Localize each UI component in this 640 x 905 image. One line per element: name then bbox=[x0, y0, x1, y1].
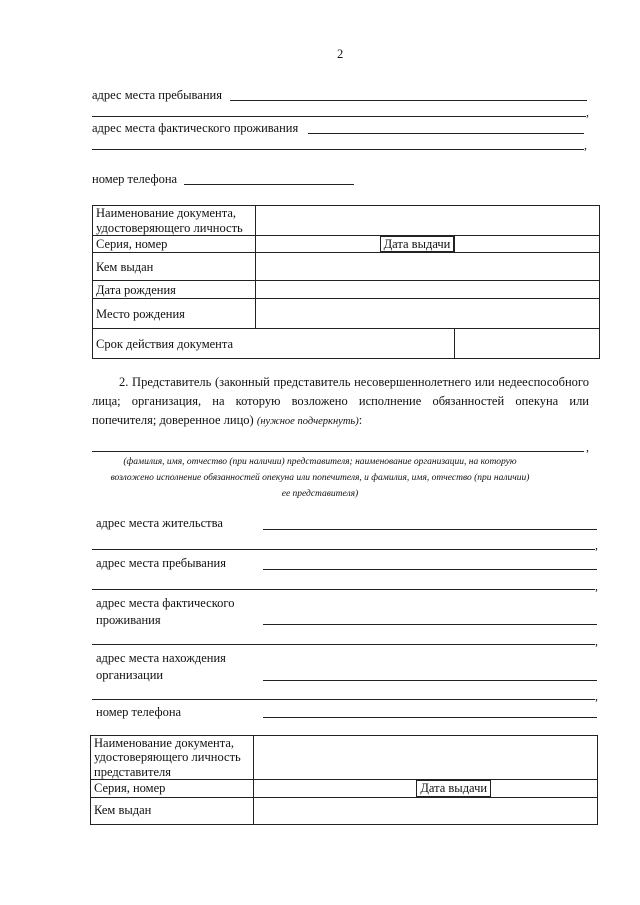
doc-name-label: Наименование документа, удостоверяющего личность bbox=[93, 206, 256, 236]
stay-label: адрес места пребывания bbox=[96, 556, 226, 570]
org-line-2[interactable] bbox=[92, 699, 595, 700]
residence-line-2[interactable] bbox=[92, 549, 595, 550]
comma: , bbox=[586, 440, 589, 454]
birth-date-label: Дата рождения bbox=[93, 281, 256, 299]
comma: , bbox=[586, 105, 589, 119]
section-number: 2. bbox=[119, 375, 129, 389]
representative-name-line[interactable] bbox=[92, 451, 584, 452]
rep-issue-date-label: Дата выдачи bbox=[417, 780, 491, 796]
intro-note: (нужное подчеркнуть) bbox=[256, 416, 359, 427]
intro-colon: : bbox=[358, 413, 363, 427]
rep-issued-by-label: Кем выдан bbox=[91, 797, 254, 824]
stay-address-line-2[interactable] bbox=[92, 116, 586, 117]
org-label-2: организации bbox=[96, 668, 164, 682]
intro-text: Представитель (законный представитель несовершеннолетнего или недееспособного лица; организация, на которую возложено исполнение обязанностей опекуна или попечителя; доверенное лицо) bbox=[92, 375, 589, 427]
rep-phone-label: номер телефона bbox=[96, 705, 182, 719]
rep-issued-by-field[interactable] bbox=[253, 797, 597, 824]
actual-line-2[interactable] bbox=[92, 644, 595, 645]
series-label: Серия, номер bbox=[93, 236, 256, 253]
issue-date-field[interactable] bbox=[455, 236, 600, 253]
org-label-1: адрес места нахождения bbox=[96, 651, 226, 665]
comma: , bbox=[595, 634, 598, 648]
doc-name-field[interactable] bbox=[255, 206, 599, 236]
page-number: 2 bbox=[337, 47, 344, 61]
comma: , bbox=[595, 689, 598, 703]
org-line[interactable] bbox=[263, 680, 597, 681]
residence-label: адрес места жительства bbox=[96, 516, 223, 530]
actual-address-line[interactable] bbox=[308, 133, 584, 134]
rep-issue-date-cell[interactable] bbox=[417, 780, 598, 797]
stay-address-label: адрес места пребывания bbox=[92, 88, 222, 102]
birth-date-field[interactable] bbox=[255, 281, 599, 299]
comma: , bbox=[584, 138, 587, 152]
actual-label-2: проживания bbox=[96, 613, 161, 627]
caption-line-1: (фамилия, имя, отчество (при наличии) представителя; наименование организации, на которую bbox=[123, 457, 517, 467]
issued-by-field[interactable] bbox=[255, 253, 599, 281]
caption-line-3: ее представителя) bbox=[281, 489, 359, 499]
stay-line[interactable] bbox=[263, 569, 597, 570]
caption-line-2: возложено исполнение обязанностей опекуна или попечителя, и фамилия, имя, отчество (при наличии) bbox=[110, 473, 530, 483]
actual-line[interactable] bbox=[263, 624, 597, 625]
rep-series-label: Серия, номер bbox=[91, 780, 254, 797]
rep-doc-name-field[interactable] bbox=[253, 736, 597, 780]
rep-phone-line[interactable] bbox=[263, 717, 597, 718]
comma: , bbox=[595, 538, 598, 552]
residence-line[interactable] bbox=[263, 529, 597, 530]
representative-intro bbox=[92, 373, 589, 431]
stay-address-line[interactable] bbox=[230, 100, 587, 101]
issued-by-label: Кем выдан bbox=[93, 253, 256, 281]
actual-address-line-2[interactable] bbox=[92, 149, 584, 150]
stay-line-2[interactable] bbox=[92, 589, 595, 590]
rep-doc-name-label: Наименование документа, удостоверяющего личность представителя bbox=[91, 736, 254, 780]
validity-field[interactable] bbox=[455, 329, 600, 359]
issue-date-label: Дата выдачи bbox=[380, 236, 455, 252]
actual-label-1: адрес места фактического bbox=[96, 596, 235, 610]
birth-place-label: Место рождения bbox=[93, 299, 256, 329]
phone-label: номер телефона bbox=[92, 172, 178, 186]
identity-document-table bbox=[92, 205, 600, 359]
actual-address-label: адрес места фактического проживания bbox=[92, 121, 299, 135]
validity-label: Срок действия документа bbox=[93, 329, 455, 359]
series-field[interactable] bbox=[255, 236, 455, 253]
birth-place-field[interactable] bbox=[255, 299, 599, 329]
phone-line[interactable] bbox=[184, 184, 354, 185]
comma: , bbox=[595, 579, 598, 593]
representative-document-table bbox=[90, 735, 598, 825]
rep-series-field[interactable] bbox=[253, 780, 417, 797]
